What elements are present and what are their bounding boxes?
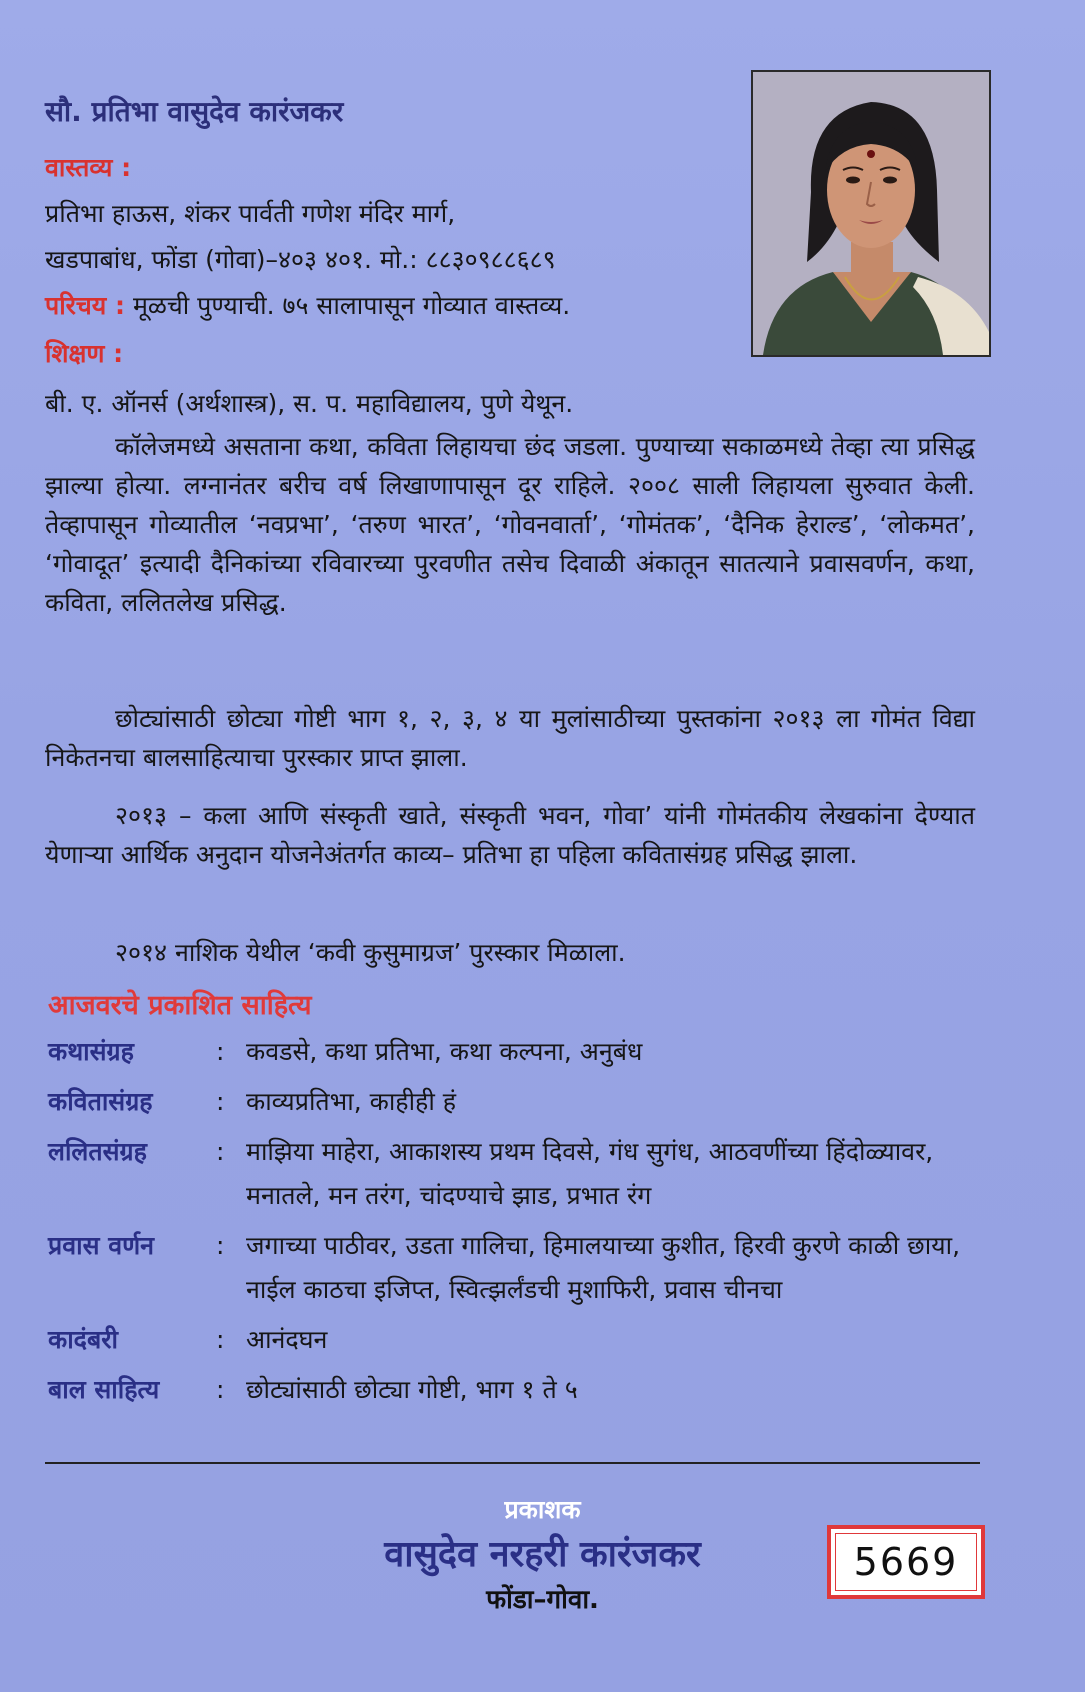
divider — [45, 1462, 980, 1464]
stamp-border — [835, 1533, 977, 1591]
work-titles: माझिया माहेरा, आकाशस्य प्रथम दिवसे, गंध सुगंध, आठवणींच्या हिंदोळ्यावर, मनातले, मन तरंग, चांदण्याचे झाड, प्रभात रंग — [246, 1137, 934, 1210]
work-category: ललितसंग्रह — [48, 1137, 147, 1166]
inventory-stamp — [827, 1525, 985, 1599]
work-colon: : — [216, 1231, 225, 1260]
work-colon: : — [216, 1037, 225, 1066]
work-category: कादंबरी — [48, 1325, 118, 1354]
work-titles: जगाच्या पाठीवर, उडता गालिचा, हिमालयाच्या कुशीत, हिरवी कुरणे काळी छाया, नाईल काठचा इजिप्त, स्वित्झर्लंडची मुशाफिरी, प्रवास चीनचा — [246, 1231, 961, 1304]
publisher-place: फोंडा–गोवा. — [486, 1585, 599, 1615]
work-titles: काव्यप्रतिभा, काहीही हं — [246, 1087, 457, 1116]
work-titles: आनंदघन — [246, 1325, 328, 1354]
work-category: कवितासंग्रह — [48, 1087, 153, 1116]
work-colon: : — [216, 1375, 225, 1404]
residence-label-text: वास्तव्य : — [45, 153, 132, 182]
publisher-name: वासुदेव नरहरी कारंजकर — [384, 1533, 701, 1575]
intro-line — [45, 288, 570, 322]
work-titles: कवडसे, कथा प्रतिभा, कथा कल्पना, अनुबंध — [246, 1037, 643, 1066]
work-category: कथासंग्रह — [48, 1037, 134, 1066]
work-titles: छोट्यांसाठी छोट्या गोष्टी, भाग १ ते ५ — [246, 1375, 578, 1404]
education-text: बी. ए. ऑनर्स (अर्थशास्त्र), स. प. महाविद्यालय, पुणे येथून. — [45, 389, 574, 418]
author-name: सौ. प्रतिभा वासुदेव कारंजकर — [45, 95, 344, 128]
stamp-number: 5669 — [853, 1540, 959, 1584]
education-label-line — [45, 336, 123, 370]
published-works-list — [48, 1030, 978, 1418]
intro-text: मूळची पुण्याची. ७५ सालापासून गोव्यात वास्तव्य. — [132, 291, 571, 320]
bio-paragraph-3: २०१३ – कला आणि संस्कृती खाते, संस्कृती भवन, गोवा’ यांनी गोमंतकीय लेखकांना देण्यात येणाऱ्या आर्थिक अनुदान योजनेअंतर्गत काव्य– प्रतिभा हा पहिला कवितासंग्रह प्रसिद्ध झाला. — [45, 801, 975, 869]
address-line-1: प्रतिभा हाऊस, शंकर पार्वती गणेश मंदिर मार्ग, — [45, 199, 456, 228]
work-row — [48, 1318, 978, 1362]
work-row — [48, 1224, 978, 1312]
author-photo — [751, 70, 991, 357]
work-colon: : — [216, 1325, 225, 1354]
author-portrait-illustration — [753, 72, 989, 355]
work-colon: : — [216, 1137, 225, 1166]
work-row — [48, 1030, 978, 1074]
residence-label — [45, 150, 131, 184]
work-category: बाल साहित्य — [48, 1375, 160, 1404]
intro-label: परिचय : — [45, 291, 125, 320]
work-colon: : — [216, 1087, 225, 1116]
bio-paragraph-4: २०१४ नाशिक येथील ‘कवी कुसुमाग्रज’ पुरस्कार मिळाला. — [115, 938, 626, 967]
work-category: प्रवास वर्णन — [48, 1231, 155, 1260]
address-line-2: खडपाबांध, फोंडा (गोवा)–४०३ ४०१. मो.: ८८३०९८८६८९ — [45, 245, 556, 274]
work-row — [48, 1368, 978, 1412]
bio-paragraph-1: कॉलेजमध्ये असताना कथा, कविता लिहायचा छंद जडला. पुण्याच्या सकाळमध्ये तेव्हा त्या प्रसिद्ध झाल्या होत्या. लग्नानंतर बरीच वर्ष लिखाणापासून दूर राहिले. २००८ साली लिहायला सुरुवात केली. तेव्हापासून गोव्यातील ‘नवप्रभा’, ‘तरुण भारत’, ‘गोवनवार्ता’, ‘गोमंतक’, ‘दैनिक हेराल्ड’, ‘लोकमत’, ‘गोवादूत’ इत्यादी दैनिकांच्या रविवारच्या पुरवणीत तसेच दिवाळी अंकातून सातत्याने प्रवासवर्णन, कथा, कविता, ललितलेख प्रसिद्ध. — [45, 432, 975, 617]
bio-paragraph-2: छोट्यांसाठी छोट्या गोष्टी भाग १, २, ३, ४ या मुलांसाठीच्या पुस्तकांना २०१३ ला गोमंत विद्या निकेतनचा बालसाहित्याचा पुरस्कार प्राप्त झाला. — [45, 704, 975, 772]
publisher-label: प्रकाशक — [504, 1495, 581, 1524]
published-works-title: आजवरचे प्रकाशित साहित्य — [48, 990, 312, 1021]
work-row — [48, 1130, 978, 1218]
work-row — [48, 1080, 978, 1124]
education-label: शिक्षण : — [45, 339, 124, 368]
